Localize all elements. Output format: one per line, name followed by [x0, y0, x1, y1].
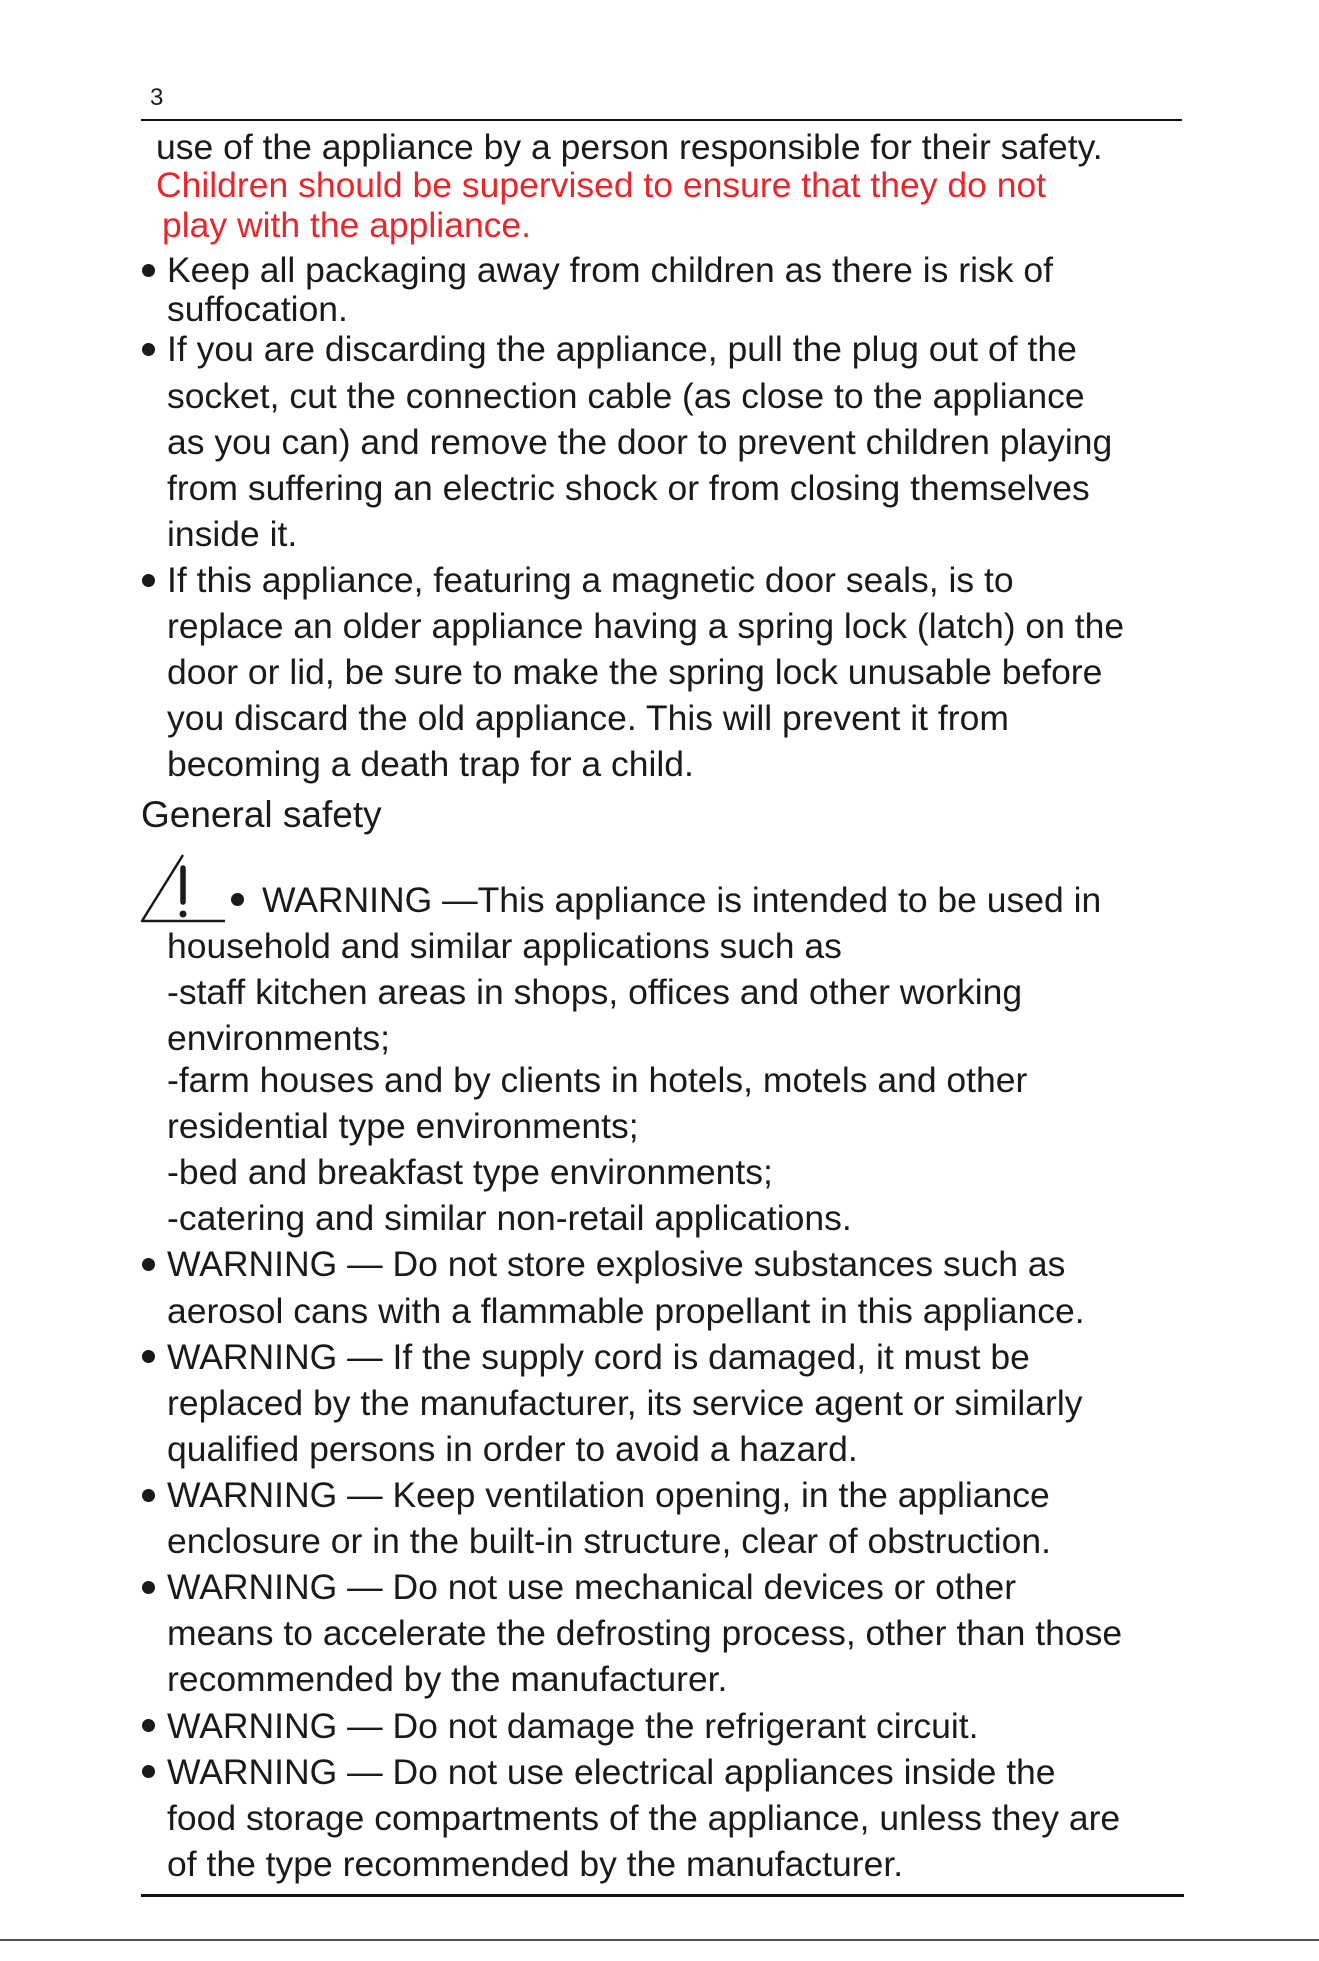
warning-line: replaced by the manufacturer, its service agent or similarly: [167, 1383, 1083, 1423]
warning-line: WARNING —This appliance is intended to be used in: [262, 880, 1102, 920]
bullet-dot: [142, 574, 155, 587]
bullet-dot: [142, 1719, 155, 1732]
bullet-dot: [231, 893, 244, 906]
bullet-dot: [142, 1258, 155, 1271]
warning-line: food storage compartments of the appliance, unless they are: [167, 1798, 1121, 1838]
warning-line: -bed and breakfast type environments;: [167, 1152, 773, 1192]
warning-line: recommended by the manufacturer.: [167, 1659, 728, 1699]
header-rule: [141, 119, 1182, 121]
bullet-line: If you are discarding the appliance, pull the plug out of the: [167, 329, 1077, 369]
warning-line: qualified persons in order to avoid a hazard.: [167, 1429, 858, 1469]
warning-line: WARNING — Do not store explosive substances such as: [167, 1244, 1066, 1284]
children-note-line: play with the appliance.: [162, 205, 532, 245]
bullet-line: inside it.: [167, 514, 298, 554]
page-number: 3: [150, 84, 164, 111]
warning-triangle-icon: [139, 852, 229, 924]
bullet-line: becoming a death trap for a child.: [167, 744, 694, 784]
bullet-dot: [142, 1350, 155, 1363]
bullet-dot: [142, 343, 155, 356]
bullet-line: you discard the old appliance. This will prevent it from: [167, 698, 1009, 738]
warning-line: means to accelerate the defrosting process, other than those: [167, 1613, 1123, 1653]
warning-line: -farm houses and by clients in hotels, motels and other: [167, 1060, 1028, 1100]
bullet-line: as you can) and remove the door to prevent children playing: [167, 422, 1113, 462]
bullet-line: replace an older appliance having a spring lock (latch) on the: [167, 606, 1125, 646]
footer-rule: [141, 1894, 1184, 1897]
section-heading: General safety: [141, 794, 382, 835]
warning-line: WARNING — If the supply cord is damaged, it must be: [167, 1337, 1030, 1377]
warning-line: WARNING — Do not use mechanical devices or other: [167, 1567, 1017, 1607]
bullet-line: suffocation.: [167, 289, 348, 329]
children-note-line: Children should be supervised to ensure that they do not: [156, 165, 1047, 205]
warning-line: -staff kitchen areas in shops, offices and other working: [167, 972, 1023, 1012]
warning-line: residential type environments;: [167, 1106, 639, 1146]
bullet-dot: [142, 1765, 155, 1778]
warning-line: WARNING — Keep ventilation opening, in the appliance: [167, 1475, 1050, 1515]
warning-line: of the type recommended by the manufacturer.: [167, 1844, 904, 1884]
bullet-line: from suffering an electric shock or from closing themselves: [167, 468, 1090, 508]
bullet-line: socket, cut the connection cable (as close to the appliance: [167, 376, 1085, 416]
warning-line: household and similar applications such as: [167, 926, 842, 966]
intro-continuation: use of the appliance by a person responsible for their safety.: [156, 127, 1103, 167]
warning-line: -catering and similar non-retail applications.: [167, 1198, 852, 1238]
warning-line: enclosure or in the built-in structure, clear of obstruction.: [167, 1521, 1051, 1561]
bullet-dot: [142, 264, 155, 277]
warning-line: environments;: [167, 1018, 390, 1058]
bullet-line: If this appliance, featuring a magnetic door seals, is to: [167, 560, 1014, 600]
warning-line: aerosol cans with a flammable propellant in this appliance.: [167, 1291, 1085, 1331]
bullet-line: door or lid, be sure to make the spring lock unusable before: [167, 652, 1103, 692]
warning-line: WARNING — Do not use electrical appliances inside the: [167, 1752, 1056, 1792]
bullet-dot: [142, 1489, 155, 1502]
page-bottom-edge: [0, 1939, 1319, 1941]
bullet-line: Keep all packaging away from children as there is risk of: [167, 250, 1053, 290]
warning-line: WARNING — Do not damage the refrigerant circuit.: [167, 1706, 979, 1746]
bullet-dot: [142, 1581, 155, 1594]
